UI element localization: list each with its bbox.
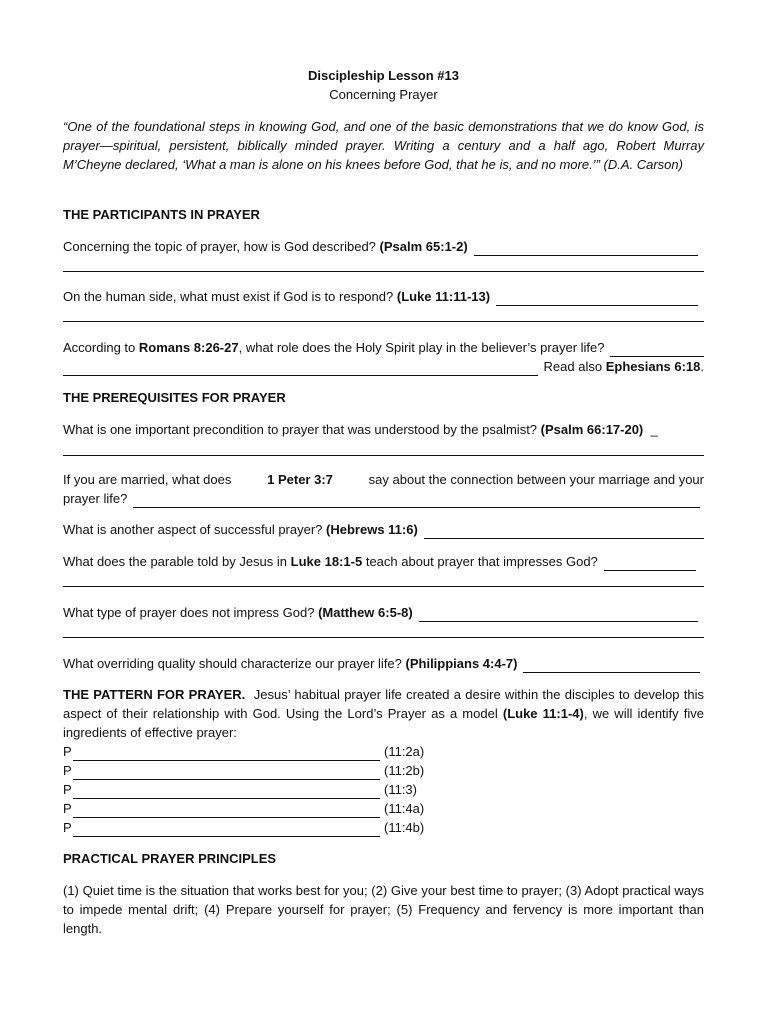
question-text: What is one important precondition to prayer that was understood by the psalmist? — [63, 422, 538, 437]
section-prerequisites-heading: THE PREREQUISITES FOR PRAYER — [63, 390, 286, 405]
question-overriding-quality — [63, 654, 704, 673]
read-also-label: Read also — [543, 359, 603, 374]
question-marriage — [63, 470, 704, 508]
answer-line[interactable] — [63, 270, 704, 272]
lesson-title: Discipleship Lesson #13 — [307, 68, 459, 83]
opening-quote: “One of the foundational steps in knowing God, and one of the basic demonstrations that we do know God, is prayer—spiritual, persistent, biblically minded prayer. Writing a century and a half ago, Robert Murray M’Cheyne declared, ‘What a man is alone on his knees before God, that he is, and no more.’” (D.A. Carson) — [63, 119, 704, 172]
section-principles-heading: PRACTICAL PRAYER PRINCIPLES — [63, 851, 277, 866]
question-not-impress — [63, 603, 704, 622]
scripture-ref: 1 Peter 3:7 — [267, 472, 333, 487]
question-successful-prayer — [63, 520, 704, 539]
pattern-body: , we will identify five ingredients of effective prayer: — [63, 706, 705, 740]
scripture-ref: Luke 18:1-5 — [290, 554, 363, 569]
question-text: According to — [63, 340, 136, 355]
answer-line[interactable] — [133, 493, 700, 508]
answer-line[interactable] — [474, 241, 698, 256]
question-text: Concerning the topic of prayer, how is God described? — [63, 239, 376, 254]
ingredient-row[interactable]: P (11:4b) — [63, 820, 425, 835]
answer-line[interactable] — [73, 746, 380, 761]
question-text: What is another aspect of successful prayer? — [63, 522, 323, 537]
question-text: What type of prayer does not impress God? — [63, 605, 315, 620]
answer-line[interactable] — [73, 784, 380, 799]
question-text: teach about prayer that impresses God? — [365, 554, 598, 569]
answer-line[interactable] — [73, 803, 380, 818]
scripture-ref: (Luke 11:1-4) — [502, 706, 584, 721]
lesson-subtitle: Concerning Prayer — [329, 87, 438, 102]
answer-line[interactable] — [63, 636, 704, 638]
scripture-ref: (Hebrews 11:6) — [326, 522, 418, 537]
scripture-ref: Ephesians 6:18 — [605, 359, 701, 374]
question-holy-spirit: According to Romans 8:26-27 , what role does the Holy Spirit play in the believer’s prayer life? Read also Ephesians 6:18 . — [63, 340, 704, 374]
answer-line[interactable] — [496, 291, 698, 306]
ingredient-row[interactable]: P (11:2a) — [63, 744, 425, 759]
section-pattern — [63, 685, 704, 742]
principles-body: (1) Quiet time is the situation that works best for you; (2) Give your best time to prayer; (3) Adopt practical ways to impede mental drift; (4) Prepare yourself for prayer; (5) Frequency and fervency is more important than length. — [63, 883, 704, 936]
scripture-ref: (Luke 11:11-13) — [396, 289, 491, 304]
question-text: prayer life? — [63, 491, 128, 506]
scripture-ref: (Matthew 6:5-8) — [318, 605, 413, 620]
question-text: , what role does the Holy Spirit play in the believer’s prayer life? — [238, 340, 605, 355]
question-human-side — [63, 287, 704, 306]
ingredient-row[interactable]: P (11:4a) — [63, 801, 425, 816]
scripture-ref: Romans 8:26-27 — [138, 340, 239, 355]
answer-line[interactable] — [523, 658, 700, 673]
answer-line[interactable] — [424, 524, 704, 539]
question-god-described — [63, 237, 704, 256]
answer-line[interactable] — [63, 454, 704, 456]
answer-line[interactable] — [73, 765, 380, 780]
answer-line[interactable] — [419, 607, 698, 622]
section-participants-heading: THE PARTICIPANTS IN PRAYER — [63, 207, 260, 222]
answer-line[interactable] — [63, 361, 538, 376]
answer-line[interactable] — [63, 320, 704, 322]
pattern-body: Jesus’ habitual prayer life created a desire within the disciples to develop this aspect of their relationship with God. Using the Lord’s Prayer as a model — [63, 687, 704, 721]
ingredient-list — [63, 742, 704, 837]
scripture-ref: (Psalm 66:17-20) — [540, 422, 644, 437]
ingredient-row[interactable]: P (11:3) — [63, 782, 417, 797]
section-pattern-heading: THE PATTERN FOR PRAYER. — [63, 687, 246, 702]
scripture-ref: (Psalm 65:1-2) — [379, 239, 468, 254]
question-text: On the human side, what must exist if God is to respond? — [63, 289, 394, 304]
answer-line[interactable] — [610, 342, 704, 357]
question-text: What does the parable told by Jesus in — [63, 554, 288, 569]
answer-line[interactable] — [63, 585, 704, 587]
question-text: What overriding quality should characterize our prayer life? — [63, 656, 402, 671]
question-text: say about the connection between your marriage and your — [368, 472, 704, 487]
answer-line[interactable] — [73, 822, 380, 837]
question-precondition: What is one important precondition to prayer that was understood by the psalmist? (Psalm 66:17-20) _ — [63, 422, 658, 437]
scripture-ref: (Philippians 4:4-7) — [405, 656, 518, 671]
answer-line[interactable] — [604, 556, 696, 571]
question-parable — [63, 552, 704, 571]
ingredient-row[interactable]: P (11:2b) — [63, 763, 425, 778]
question-text: If you are married, what does — [63, 472, 232, 487]
